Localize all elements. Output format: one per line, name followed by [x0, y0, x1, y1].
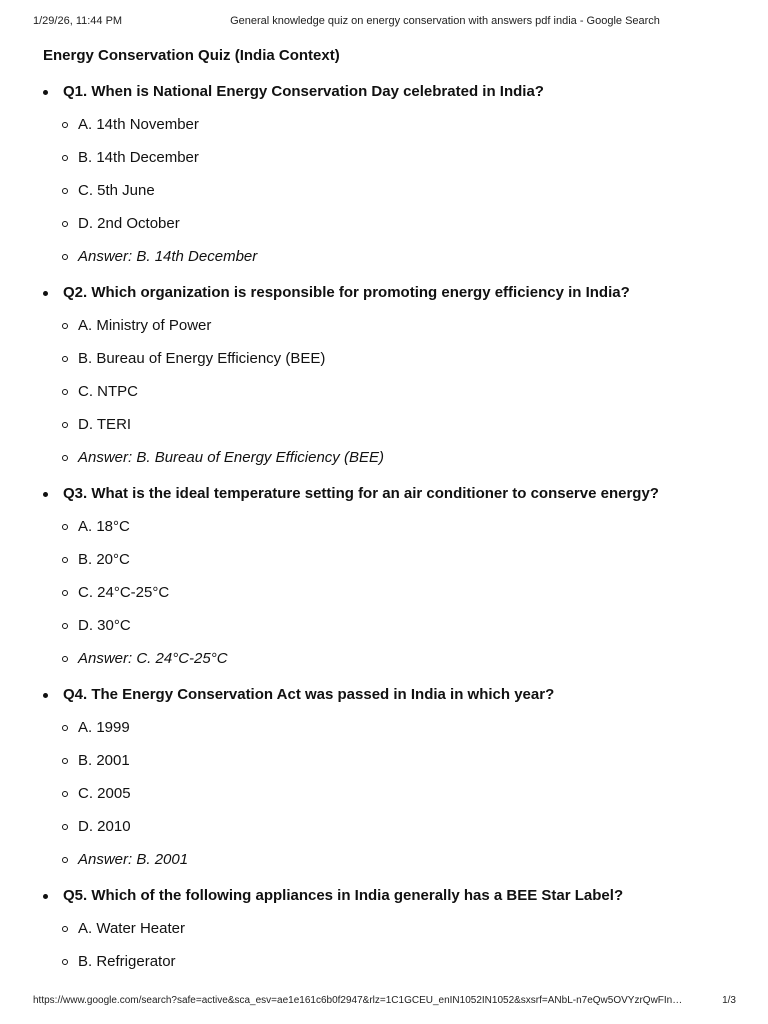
option-label: A. Water Heater	[78, 920, 185, 937]
print-footer	[0, 995, 768, 1011]
option-item	[43, 413, 733, 437]
circle-bullet-icon	[62, 791, 68, 797]
circle-bullet-icon	[62, 623, 68, 629]
option-label: B. 2001	[78, 752, 130, 769]
option-label: C. NTPC	[78, 383, 138, 400]
question-label: Q1. When is National Energy Conservation Day celebrated in India?	[63, 83, 544, 100]
circle-bullet-icon	[62, 857, 68, 863]
circle-bullet-icon	[62, 824, 68, 830]
circle-bullet-icon	[62, 557, 68, 563]
option-label: A. 18°C	[78, 518, 130, 535]
bullet-dot-icon	[43, 90, 48, 95]
circle-bullet-icon	[62, 422, 68, 428]
question-label: Q3. What is the ideal temperature setting for an air conditioner to conserve energy?	[63, 485, 659, 502]
print-header	[0, 15, 768, 31]
option-label: A. 1999	[78, 719, 130, 736]
answer-label: Answer: B. Bureau of Energy Efficiency (BEE)	[78, 449, 384, 466]
circle-bullet-icon	[62, 758, 68, 764]
print-page-title: General knowledge quiz on energy conservation with answers pdf india - Google Search	[230, 15, 660, 27]
option-item	[43, 950, 733, 974]
circle-bullet-icon	[62, 356, 68, 362]
option-label: D. 30°C	[78, 617, 131, 634]
option-label: D. 2nd October	[78, 215, 180, 232]
option-item	[43, 212, 733, 236]
option-item	[43, 917, 733, 941]
option-label: C. 24°C-25°C	[78, 584, 170, 601]
circle-bullet-icon	[62, 323, 68, 329]
option-label: B. Bureau of Energy Efficiency (BEE)	[78, 350, 326, 367]
question-item	[43, 482, 733, 671]
circle-bullet-icon	[62, 155, 68, 161]
bullet-dot-icon	[43, 291, 48, 296]
question-item	[43, 884, 733, 974]
option-label: B. Refrigerator	[78, 953, 176, 970]
circle-bullet-icon	[62, 221, 68, 227]
question-text	[43, 884, 733, 908]
option-label: B. 20°C	[78, 551, 130, 568]
bullet-dot-icon	[43, 492, 48, 497]
option-item	[43, 380, 733, 404]
answer-label: Answer: C. 24°C-25°C	[78, 650, 228, 667]
circle-bullet-icon	[62, 590, 68, 596]
option-item	[43, 314, 733, 338]
quiz-content	[43, 44, 733, 974]
question-label: Q4. The Energy Conservation Act was passed in India in which year?	[63, 686, 555, 703]
circle-bullet-icon	[62, 188, 68, 194]
answer-item	[43, 647, 733, 671]
page-url: https://www.google.com/search?safe=active&sca_esv=ae1e161c6b0f2947&rlz=1C1GCEU_enIN1052IN1052&sxsrf=ANbL-n7eQw5OVYzrQwFIn…	[33, 995, 683, 1006]
answer-item	[43, 848, 733, 872]
option-label: D. 2010	[78, 818, 131, 835]
circle-bullet-icon	[62, 455, 68, 461]
question-text	[43, 281, 733, 305]
option-item	[43, 179, 733, 203]
option-item	[43, 716, 733, 740]
answer-item	[43, 245, 733, 269]
answer-label: Answer: B. 14th December	[78, 248, 258, 265]
question-item	[43, 281, 733, 470]
print-timestamp: 1/29/26, 11:44 PM	[33, 15, 123, 27]
option-item	[43, 347, 733, 371]
page-number: 1/3	[722, 995, 736, 1006]
circle-bullet-icon	[62, 725, 68, 731]
question-label: Q2. Which organization is responsible for promoting energy efficiency in India?	[63, 284, 630, 301]
option-item	[43, 815, 733, 839]
question-item	[43, 80, 733, 269]
question-text	[43, 683, 733, 707]
circle-bullet-icon	[62, 959, 68, 965]
option-item	[43, 146, 733, 170]
option-item	[43, 614, 733, 638]
answer-label: Answer: B. 2001	[78, 851, 189, 868]
option-item	[43, 515, 733, 539]
question-text	[43, 80, 733, 104]
option-item	[43, 113, 733, 137]
circle-bullet-icon	[62, 926, 68, 932]
question-item	[43, 683, 733, 872]
option-item	[43, 548, 733, 572]
circle-bullet-icon	[62, 656, 68, 662]
option-label: B. 14th December	[78, 149, 199, 166]
option-item	[43, 749, 733, 773]
answer-item	[43, 446, 733, 470]
option-label: A. Ministry of Power	[78, 317, 212, 334]
circle-bullet-icon	[62, 524, 68, 530]
option-item	[43, 581, 733, 605]
bullet-dot-icon	[43, 894, 48, 899]
option-item	[43, 782, 733, 806]
option-label: D. TERI	[78, 416, 132, 433]
circle-bullet-icon	[62, 389, 68, 395]
bullet-dot-icon	[43, 693, 48, 698]
circle-bullet-icon	[62, 122, 68, 128]
circle-bullet-icon	[62, 254, 68, 260]
option-label: A. 14th November	[78, 116, 199, 133]
page-title: Energy Conservation Quiz (India Context)	[43, 47, 340, 64]
option-label: C. 2005	[78, 785, 131, 802]
option-label: C. 5th June	[78, 182, 155, 199]
question-text	[43, 482, 733, 506]
question-label: Q5. Which of the following appliances in India generally has a BEE Star Label?	[63, 887, 624, 904]
